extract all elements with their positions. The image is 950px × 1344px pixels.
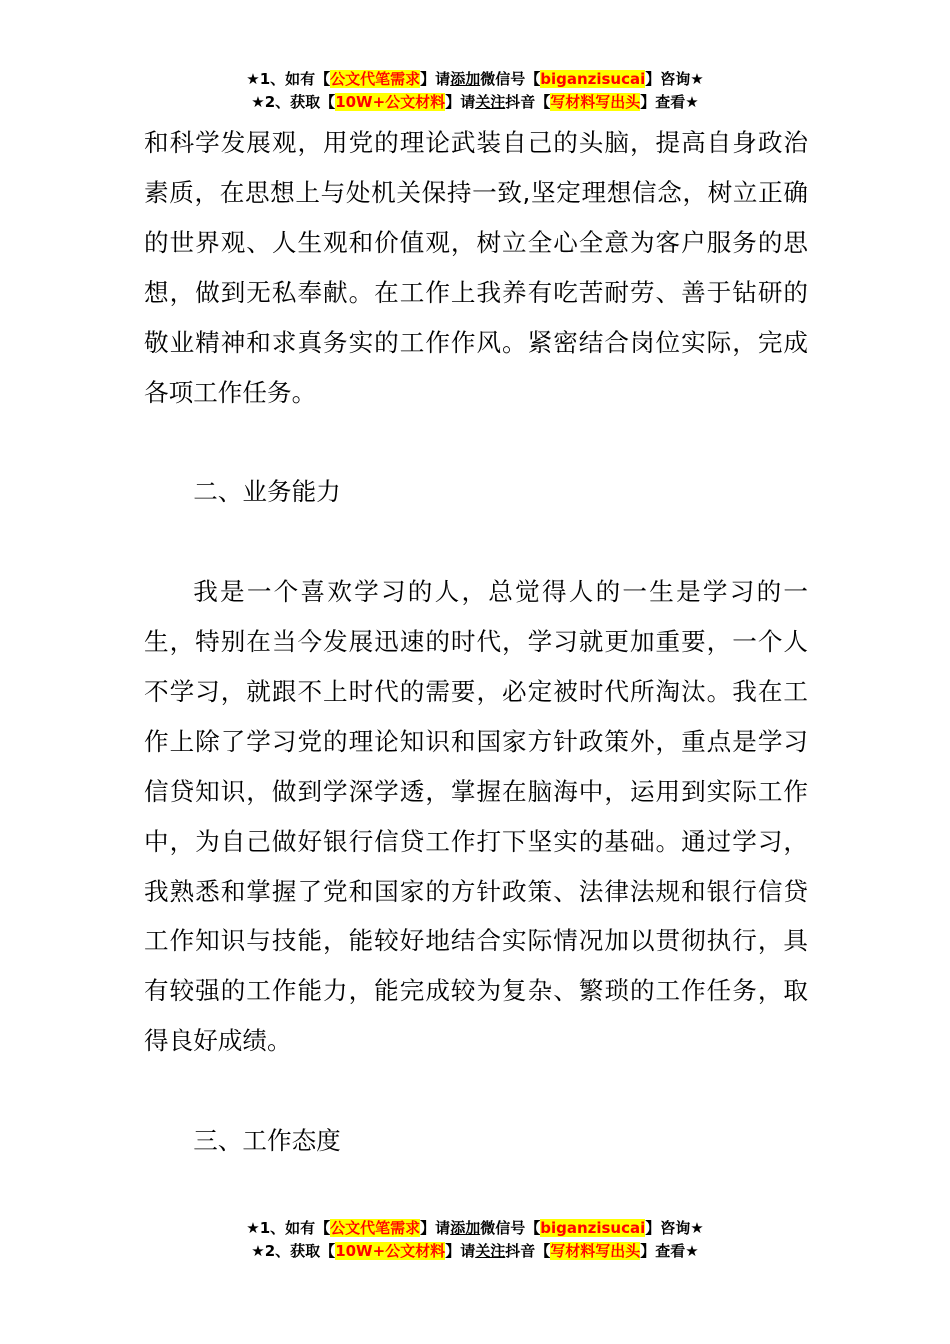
highlight-wechat-id: biganzisucai (540, 1219, 646, 1237)
highlight-materials: 10W+公文材料 (335, 1242, 446, 1260)
header-banner (0, 68, 950, 114)
paragraph-spacer (144, 517, 808, 567)
highlight-materials: 10W+公文材料 (335, 93, 446, 111)
paragraph-continuation: 和科学发展观，用党的理论武装自己的头脑，提高自身政治素质，在思想上与处机关保持一致,坚定理想信念，树立正确的世界观、人生观和价值观，树立全心全意为客户服务的思想，做到无私奉献。在工作上我养有吃苦耐劳、善于钻研的敬业精神和求真务实的工作作风。紧密结合岗位实际，完成各项工作任务。 (144, 128, 808, 407)
highlight-service: 公文代笔需求 (330, 70, 421, 88)
section-heading-work-attitude: 三、工作态度 (193, 1126, 341, 1156)
highlight-wechat-id: biganzisucai (540, 70, 646, 88)
document-body (144, 118, 808, 1166)
paragraph-spacer (144, 417, 808, 467)
banner-line-2: ★2、获取【10W+公文材料】请关注抖音【写材料写出头】查看★ (251, 93, 699, 111)
banner-line-1: ★1、如有【公文代笔需求】请添加微信号【biganzisucai】咨询★ (246, 70, 704, 88)
banner-line-2: ★2、获取【10W+公文材料】请关注抖音【写材料写出头】查看★ (251, 1242, 699, 1260)
highlight-douyin-account: 写材料写出头 (550, 93, 641, 111)
section-heading-business-ability: 二、业务能力 (193, 477, 341, 507)
highlight-service: 公文代笔需求 (330, 1219, 421, 1237)
banner-line-1: ★1、如有【公文代笔需求】请添加微信号【biganzisucai】咨询★ (246, 1219, 704, 1237)
paragraph-business-ability: 我是一个喜欢学习的人，总觉得人的一生是学习的一生，特别在当今发展迅速的时代，学习就更加重要，一个人不学习，就跟不上时代的需要，必定被时代所淘汰。我在工作上除了学习党的理论知识和国家方针政策外，重点是学习信贷知识，做到学深学透，掌握在脑海中，运用到实际工作中，为自己做好银行信贷工作打下坚实的基础。通过学习，我熟悉和掌握了党和国家的方针政策、法律法规和银行信贷工作知识与技能，能较好地结合实际情况加以贯彻执行，具有较强的工作能力，能完成较为复杂、繁琐的工作任务，取得良好成绩。 (144, 577, 808, 1056)
footer-banner (0, 1217, 950, 1263)
highlight-douyin-account: 写材料写出头 (550, 1242, 641, 1260)
paragraph-spacer (144, 1066, 808, 1116)
